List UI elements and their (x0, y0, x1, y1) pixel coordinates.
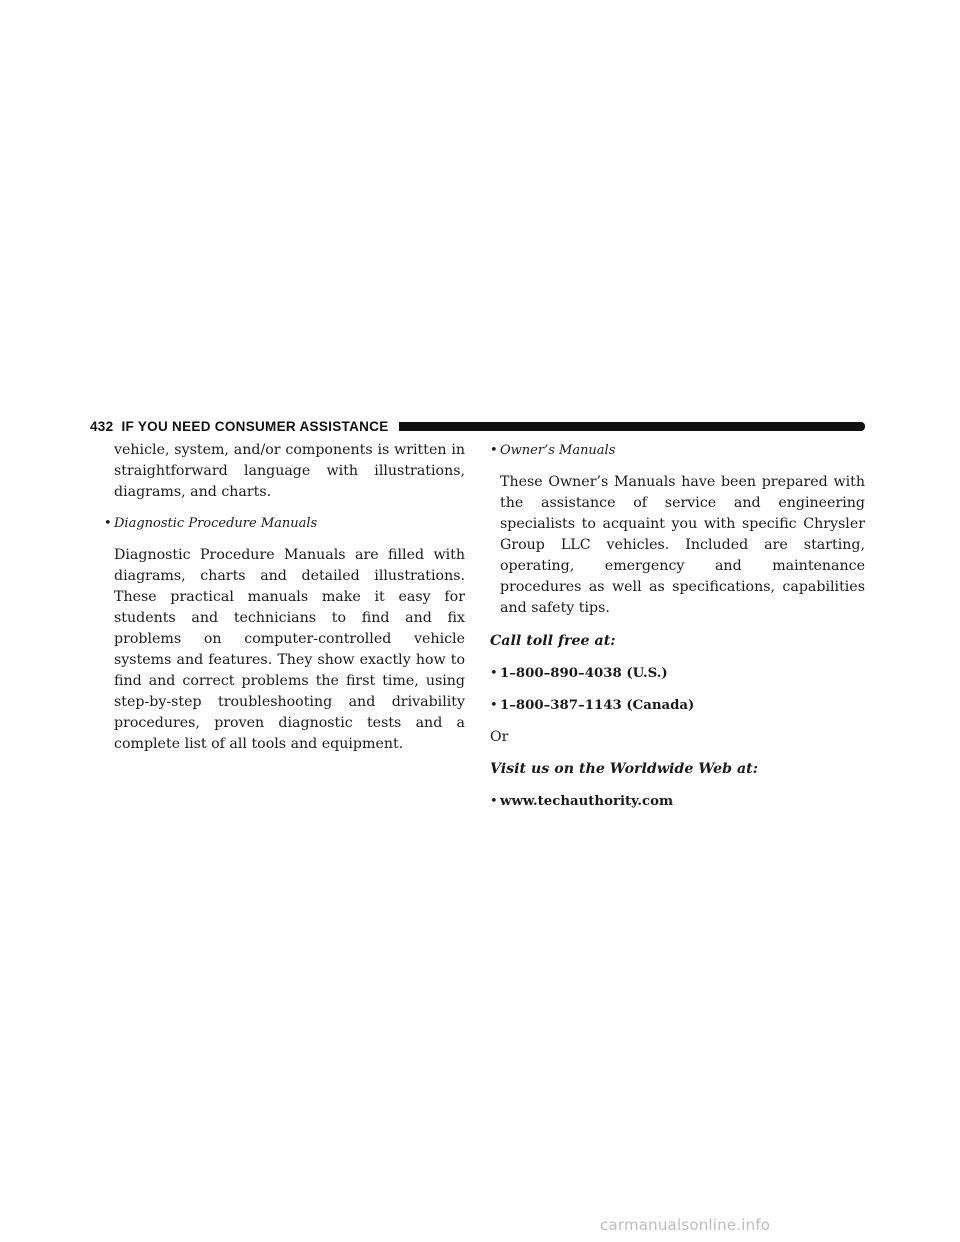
right-column (490, 440, 865, 823)
phone-canada-item (490, 695, 865, 716)
website-link[interactable]: www.techauthority.com (500, 794, 674, 809)
left-column (90, 440, 465, 767)
bullet-mark: • (490, 443, 498, 458)
owners-body: These Owner’s Manuals have been prepared with the assistance of service and engineering specialists to acquaint you with specific Chrysler Group LLC vehicles. Included are starting, operating, emergency and maintenance procedures as well as specifications, capabilities and safety tips. (500, 474, 865, 616)
diagnostic-body: Diagnostic Procedure Manuals are filled with diagrams, charts and detailed illustrations. These practical manuals make it easy for students and technicians to find and fix problems on computer-controlled vehicle systems and features. They show exactly how to find and correct problems the first time, using step-by-step troubleshooting and drivability procedures, proven diagnostic tests and a complete list of all tools and equipment. (114, 547, 465, 752)
website-item[interactable] (490, 791, 865, 812)
phone-us: 1–800–890–4038 (U.S.) (500, 666, 668, 681)
intro-continuation: vehicle, system, and/or components is written in straightforward language with illustrations, diagrams, and charts. (114, 442, 465, 500)
bullet-owners-manuals (490, 440, 865, 461)
phone-canada: 1–800–387–1143 (Canada) (500, 698, 695, 713)
web-heading: Visit us on the Worldwide Web at: (490, 761, 758, 777)
bullet-mark: • (104, 516, 112, 531)
bullet-diagnostic-manuals (90, 513, 465, 534)
diagnostic-title: Diagnostic Procedure Manuals (114, 516, 318, 531)
owners-title: Owner’s Manuals (500, 443, 616, 458)
or-text: Or (490, 729, 509, 745)
section-title: IF YOU NEED CONSUMER ASSISTANCE (121, 418, 389, 434)
bullet-mark: • (490, 794, 498, 809)
bullet-mark: • (490, 698, 498, 713)
call-heading: Call toll free at: (490, 633, 616, 649)
bullet-mark: • (490, 666, 498, 681)
page-number: 432 (90, 418, 114, 434)
phone-us-item (490, 663, 865, 684)
watermark: carmanualsonline.info (600, 1216, 771, 1234)
page-header (90, 415, 865, 437)
header-rule (399, 422, 865, 431)
